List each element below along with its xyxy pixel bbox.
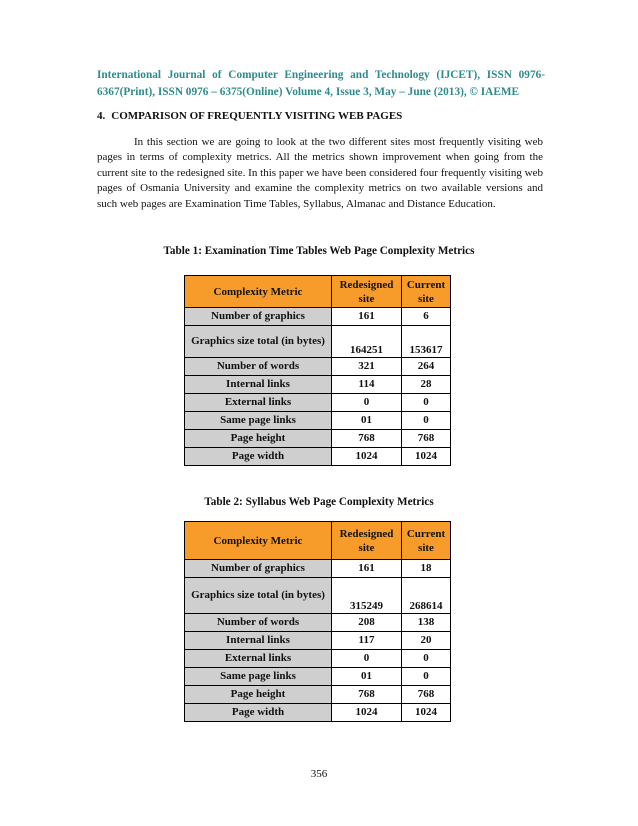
redesigned-value-cell: 1024 [332,448,402,466]
table-row [185,358,451,376]
header-redesigned-site: Redesigned site [332,522,402,560]
redesigned-value-cell: 768 [332,430,402,448]
redesigned-value-cell: 0 [332,650,402,668]
journal-header [97,67,545,101]
redesigned-value-cell: 161 [332,560,402,578]
header-complexity-metric: Complexity Metric [185,276,332,308]
header-current-site: Current site [402,522,451,560]
metric-name-cell: External links [185,394,332,412]
current-value-cell: 1024 [402,448,451,466]
current-value-cell: 0 [402,668,451,686]
current-value-cell: 0 [402,394,451,412]
table-row [185,560,451,578]
metric-name-cell: Number of graphics [185,560,332,578]
table-row [185,308,451,326]
current-value-cell: 768 [402,686,451,704]
table-2-body [185,560,451,722]
current-value-cell: 20 [402,632,451,650]
table-row [185,376,451,394]
table-1-caption: Table 1: Examination Time Tables Web Page Complexity Metrics [163,245,475,257]
redesigned-value-cell: 1024 [332,704,402,722]
current-value-cell: 18 [402,560,451,578]
redesigned-value-cell: 01 [332,668,402,686]
metric-name-cell: Number of graphics [185,308,332,326]
section-number: 4. [97,110,106,122]
table-row [185,578,451,614]
table-1-body [185,308,451,466]
journal-header-line-2: 6367(Print), ISSN 0976 – 6375(Online) Volume 4, Issue 3, May – June (2013), © IAEME [97,86,520,98]
table-row [185,412,451,430]
current-value-cell: 0 [402,412,451,430]
metric-name-cell: Same page links [185,668,332,686]
metric-name-cell: Page width [185,448,332,466]
table-2 [184,521,451,722]
current-value-cell: 6 [402,308,451,326]
metric-name-cell: Internal links [185,376,332,394]
header-redesigned-site: Redesigned site [332,276,402,308]
table-row [185,430,451,448]
table-row [185,650,451,668]
metric-name-cell: Page height [185,430,332,448]
redesigned-value-cell: 0 [332,394,402,412]
current-value-cell: 268614 [402,578,451,614]
current-value-cell: 28 [402,376,451,394]
table-row [185,394,451,412]
current-value-cell: 138 [402,614,451,632]
redesigned-value-cell: 315249 [332,578,402,614]
journal-header-line-1: International Journal of Computer Engineering and Technology (IJCET), ISSN 0976- [97,69,545,81]
table-row [185,686,451,704]
table-1 [184,275,451,466]
page-number: 356 [310,768,328,780]
redesigned-value-cell: 321 [332,358,402,376]
redesigned-value-cell: 161 [332,308,402,326]
metric-name-cell: External links [185,650,332,668]
table-row [185,632,451,650]
table-row [185,326,451,358]
table-header-row [185,522,451,560]
table-2-caption: Table 2: Syllabus Web Page Complexity Metrics [204,496,434,508]
current-value-cell: 264 [402,358,451,376]
redesigned-value-cell: 117 [332,632,402,650]
body-paragraph: In this section we are going to look at the two different sites most frequently visiting web pages in terms of complexity metrics. All the metrics shown improvement when going from the current site to the redesigned site. In this paper we have been considered four frequently visiting web pages of Osmania University and examine the complexity metrics on two available versions and such web pages are Examination Time Tables, Syllabus, Almanac and Distance Education. [97,136,543,210]
redesigned-value-cell: 01 [332,412,402,430]
current-value-cell: 768 [402,430,451,448]
current-value-cell: 1024 [402,704,451,722]
table-row [185,614,451,632]
table-row [185,668,451,686]
redesigned-value-cell: 114 [332,376,402,394]
header-complexity-metric: Complexity Metric [185,522,332,560]
metric-name-cell: Graphics size total (in bytes) [185,578,332,614]
metric-name-cell: Number of words [185,358,332,376]
metric-name-cell: Number of words [185,614,332,632]
table-row [185,448,451,466]
current-value-cell: 0 [402,650,451,668]
metric-name-cell: Page width [185,704,332,722]
current-value-cell: 153617 [402,326,451,358]
metric-name-cell: Same page links [185,412,332,430]
redesigned-value-cell: 164251 [332,326,402,358]
redesigned-value-cell: 768 [332,686,402,704]
section-title: COMPARISON OF FREQUENTLY VISITING WEB PAGES [111,110,403,122]
redesigned-value-cell: 208 [332,614,402,632]
metric-name-cell: Page height [185,686,332,704]
section-heading [97,110,402,122]
table-header-row [185,276,451,308]
table-row [185,704,451,722]
metric-name-cell: Graphics size total (in bytes) [185,326,332,358]
metric-name-cell: Internal links [185,632,332,650]
header-current-site: Current site [402,276,451,308]
